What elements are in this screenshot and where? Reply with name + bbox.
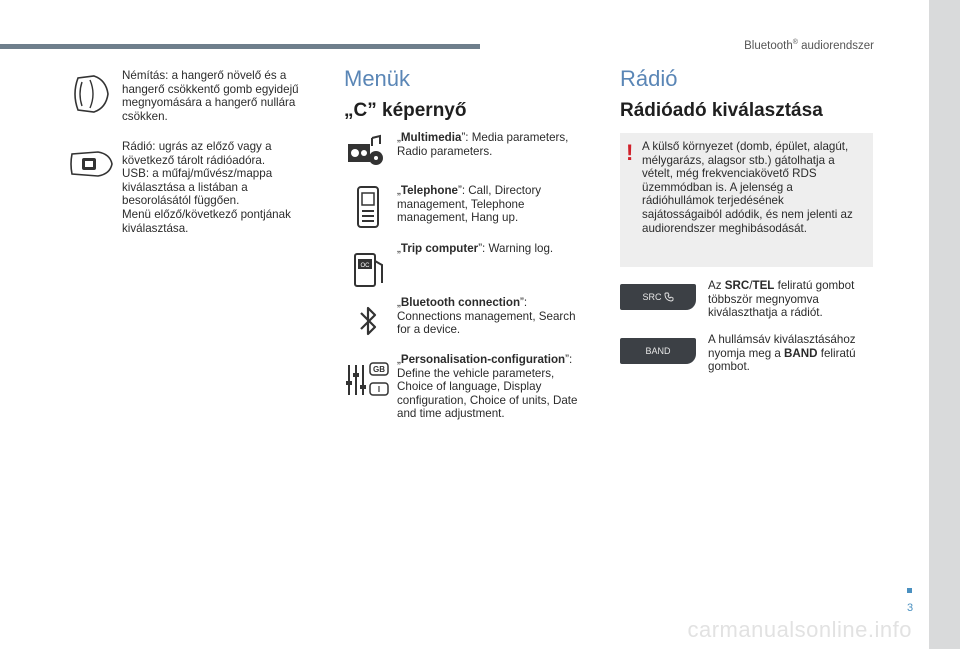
src-tel-button [620,284,696,310]
band-button-label: BAND [645,346,671,356]
warning-text: A külső környezet (domb, épület, alagút, mélygarázs, alagsor stb.) gátolhatja a vételt, még frekvenciakövető RDS üzemmódban is. A jelenség a rádióhullámok terjedésének sajátosságaiból adódik, és nem jelenti az audiorendszer meghibásodását. [642,140,853,235]
page-side-strip [929,0,960,649]
watermark: carmanualsonline.info [687,617,912,642]
menus-subtitle: „C” képernyő [344,100,467,121]
radio-subtitle: Rádióadó kiválasztása [620,100,823,121]
radio-seek-text: Rádió: ugrás az előző vagy a következő tárolt rádióadóra. [122,140,272,167]
phone-icon [664,292,674,302]
seek-buttons-icon [68,148,114,180]
trip-computer-icon [352,251,386,289]
menu-item-bluetooth: „Bluetooth connection”: Connections management, Search for a device. [397,296,576,337]
menu-item-telephone: „Telephone”: Call, Directory management, Telephone management, Hang up. [397,184,542,225]
page-number: 3 [907,602,914,614]
volume-buttons-icon [68,72,114,116]
menu-item-trip-computer: „Trip computer”: Warning log. [397,242,554,255]
page-marker [907,588,912,593]
i-label: I [377,385,381,394]
mute-description: Némítás: a hangerő növelő és a hangerő csökkentő gomb egyidejű megnyomására a hangerő nullára csökken. [122,69,299,123]
src-button-label: SRC [642,292,662,302]
bluetooth-icon [357,303,379,339]
menu-nav-text: Menü előző/következő pontjának kiválasztása. [122,207,291,235]
multimedia-icon [346,134,386,166]
section-header: Bluetooth® audiorendszer [744,39,874,52]
menu-item-personalisation: „Personalisation-configuration”: Define the vehicle parameters, Choice of language, Display configuration, Choice of units, Date and time adjustment. [397,353,578,421]
radio-usb-description [122,140,307,235]
menus-title: Menük [344,66,411,91]
top-accent-bar [0,44,480,49]
band-description: A hullámsáv kiválasztásához nyomja meg a BAND feliratú gombot. [708,333,856,374]
menu-item-multimedia: „Multimedia”: Media parameters, Radio parameters. [397,131,569,158]
radio-title: Rádió [620,66,678,91]
warning-icon: ! [626,140,634,165]
settings-language-icon [343,361,391,399]
src-tel-description: Az SRC/TEL feliratú gombot többször megnyomva kiválaszthatja a rádiót. [708,279,855,320]
usb-text: USB: a műfaj/művész/mappa kiválasztása a listában a besorolásától függően. [122,167,273,208]
gb-label: GB [373,365,385,374]
oc-label: OC [360,263,370,269]
telephone-icon [356,185,380,229]
band-button [620,338,696,364]
